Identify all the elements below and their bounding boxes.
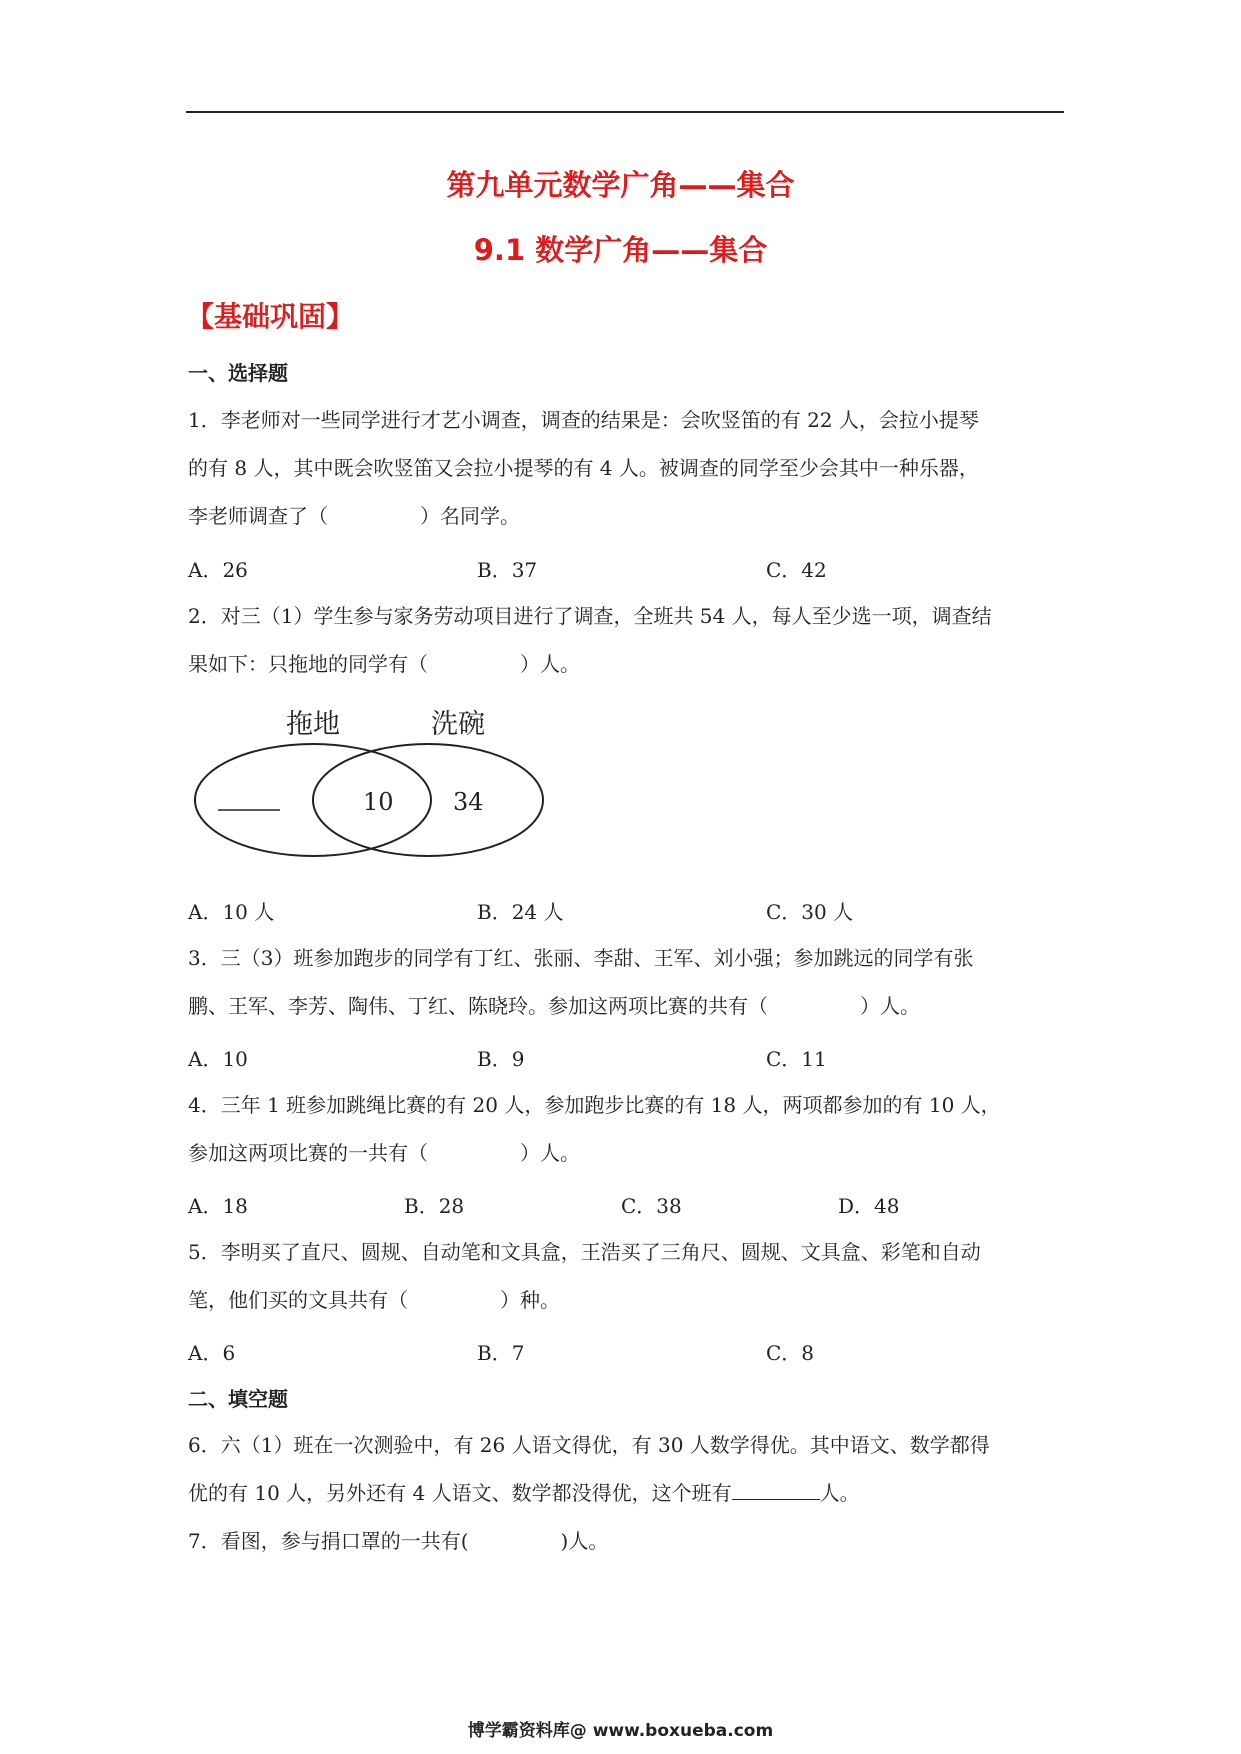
answer-underline[interactable] <box>732 1498 820 1500</box>
q2-option-c[interactable]: C．30 人 <box>766 900 854 924</box>
venn-label-dishwashing: 洗碗 <box>431 709 485 740</box>
q2-line2 <box>188 640 1058 688</box>
q3-line1: 3．三（3）班参加跑步的同学有丁红、张丽、李甜、王军、刘小强；参加跳远的同学有张 <box>188 946 974 970</box>
q4-option-d[interactable]: D．48 <box>838 1194 900 1218</box>
q3-option-a[interactable]: A．10 <box>188 1047 248 1071</box>
q2-line2b: ）人。 <box>520 652 580 676</box>
q4-option-c[interactable]: C．38 <box>621 1194 682 1218</box>
q1-line2: 的有 8 人，其中既会吹竖笛又会拉小提琴的有 4 人。被调查的同学至少会其中一种乐器， <box>188 456 979 480</box>
q4-line2a: 参加这两项比赛的一共有（ <box>188 1141 428 1165</box>
q6-line2b: 人。 <box>819 1481 860 1505</box>
q4-option-b[interactable]: B．28 <box>404 1194 465 1218</box>
q5-line1: 5．李明买了直尺、圆规、自动笔和文具盒，王浩买了三角尺、圆规、文具盒、彩笔和自动 <box>188 1240 981 1264</box>
q1-line3a: 李老师调查了（ <box>188 504 328 528</box>
q1-option-a[interactable]: A．26 <box>188 558 248 582</box>
question-4 <box>188 1081 1058 1177</box>
q1-option-b[interactable]: B．37 <box>477 558 538 582</box>
venn-label-mopping: 拖地 <box>286 709 340 740</box>
question-1 <box>188 396 1058 540</box>
q7-line1 <box>188 1517 1058 1565</box>
q3-line2a: 鹏、王军、李芳、陶伟、丁红、陈晓玲。参加这两项比赛的共有（ <box>188 994 768 1018</box>
question-3 <box>188 934 1058 1030</box>
q1-option-c[interactable]: C．42 <box>766 558 827 582</box>
q2-option-b[interactable]: B．24 人 <box>477 900 564 924</box>
section-heading-choice: 一、选择题 <box>188 361 288 385</box>
q6-line1: 6．六（1）班在一次测验中，有 26 人语文得优，有 30 人数学得优。其中语文、数学都得 <box>188 1433 990 1457</box>
header-rule <box>186 111 1064 113</box>
venn-value-both: 10 <box>363 788 394 816</box>
venn-value-dishwashing: 34 <box>453 788 484 816</box>
page-footer: 博学霸资料库@ www.boxueba.com <box>467 1721 774 1741</box>
q5-option-a[interactable]: A．6 <box>188 1341 236 1365</box>
venn-diagram <box>188 700 568 870</box>
q2-line1: 2．对三（1）学生参与家务劳动项目进行了调查，全班共 54 人，每人至少选一项，调查结 <box>188 604 992 628</box>
q5-option-c[interactable]: C．8 <box>766 1341 815 1365</box>
q3-line2b: ）人。 <box>860 994 920 1018</box>
q3-option-b[interactable]: B．9 <box>477 1047 525 1071</box>
q1-line3 <box>188 492 1058 540</box>
q5-line2b: ）种。 <box>500 1288 560 1312</box>
q6-line2 <box>188 1469 1058 1517</box>
question-2 <box>188 592 1058 688</box>
section-heading-fill: 二、填空题 <box>188 1387 288 1411</box>
q1-line3b: ）名同学。 <box>420 504 520 528</box>
q7-line1a: 7．看图，参与捐口罩的一共有( <box>188 1529 469 1553</box>
q5-option-b[interactable]: B．7 <box>477 1341 525 1365</box>
section-banner: 【基础巩固】 <box>186 300 355 333</box>
q4-line1: 4．三年 1 班参加跳绳比赛的有 20 人，参加跑步比赛的有 18 人，两项都参加的有 10 人， <box>188 1093 1001 1117</box>
venn-circle-dishwashing <box>313 744 543 856</box>
q4-option-a[interactable]: A．18 <box>188 1194 248 1218</box>
q6-line2a: 优的有 10 人，另外还有 4 人语文、数学都没得优，这个班有 <box>188 1481 732 1505</box>
unit-title: 第九单元数学广角——集合 <box>446 168 795 202</box>
q3-option-c[interactable]: C．11 <box>766 1047 827 1071</box>
q4-line2 <box>188 1129 1058 1177</box>
lesson-title: 9.1 数学广角——集合 <box>473 233 768 267</box>
question-6 <box>188 1421 1058 1517</box>
q2-line2a: 果如下：只拖地的同学有（ <box>188 652 428 676</box>
question-5 <box>188 1228 1058 1324</box>
question-7 <box>188 1517 1058 1565</box>
q5-line2a: 笔，他们买的文具共有（ <box>188 1288 408 1312</box>
q5-line2 <box>188 1276 1058 1324</box>
q2-option-a[interactable]: A．10 人 <box>188 900 275 924</box>
q4-line2b: ）人。 <box>520 1141 580 1165</box>
q7-line1b: )人。 <box>560 1529 609 1553</box>
q1-line1: 1．李老师对一些同学进行才艺小调查，调查的结果是：会吹竖笛的有 22 人，会拉小提琴 <box>188 408 979 432</box>
q3-line2 <box>188 982 1058 1030</box>
